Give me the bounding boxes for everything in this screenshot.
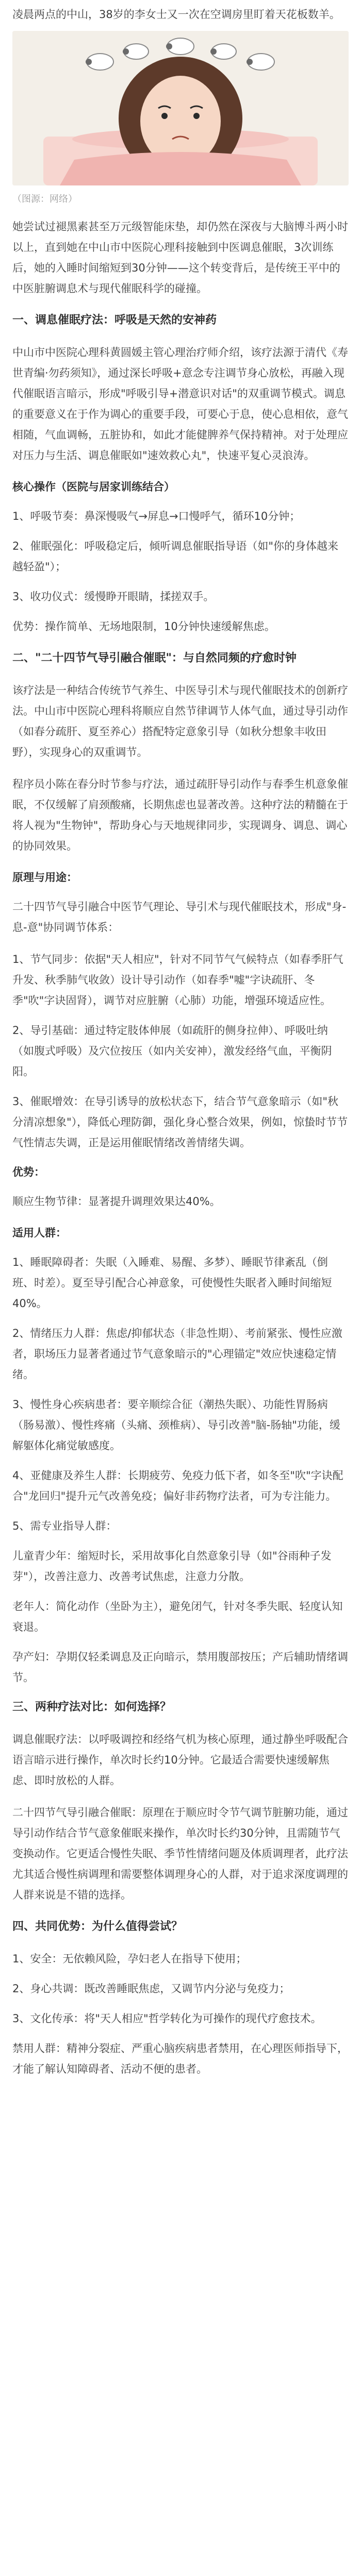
subsection-title: 原理与用途： bbox=[12, 871, 77, 884]
list-item: 2、导引基础：通过特定肢体伸展（如疏肝的侧身拉伸）、呼吸吐纳（如腹式呼吸）及穴位按压（如内关安神），激发经络气血，平衡阴阳。 bbox=[12, 1024, 332, 1078]
paragraph: 二十四节气导引融合催眠：原理在于顺应时令节气调节脏腑功能，通过导引动作结合节气意象催眠来操作，单次时长约30分钟，且需随节气变换动作。它更适合慢性失眠、季节性情绪问题及体质调理者，此疗法尤其适合慢性病调理和需要整体调理身心的人群，对于追求深度调理的人群来说是不错的选择。 bbox=[12, 1806, 348, 1901]
subsection-title: 核心操作（医院与居家训练结合） bbox=[12, 481, 175, 493]
subsection-title: 适用人群： bbox=[12, 1227, 67, 1239]
section-title: 二、"二十四节气导引融合催眠"：与自然同频的疗愈时钟 bbox=[12, 652, 297, 665]
list-item: 2、催眠强化：呼吸稳定后，倾听调息催眠指导语（如"你的身体越来越轻盈"）； bbox=[12, 540, 339, 573]
paragraph: 调息催眠疗法：以呼吸调控和经络气机为核心原理，通过静坐呼吸配合语言暗示进行操作，单次时长约10分钟。它最适合需要快速缓解焦虑、即时放松的人群。 bbox=[12, 1733, 348, 1787]
section-title: 三、两种疗法对比：如何选择？ bbox=[12, 1701, 172, 1714]
image-caption: （图源：网络） bbox=[12, 194, 77, 205]
list-item: 3、收功仪式：缓慢睁开眼睛，揉搓双手。 bbox=[12, 590, 215, 603]
list-item: 3、慢性身心疾病患者：要辛顺综合征（潮热失眠）、功能性胃肠病（肠易激）、慢性疼痛（头痛、颈椎病）、导引改善"脑-肠轴"功能，缓解躯体化痛觉敏感度。 bbox=[12, 1398, 340, 1452]
intro-text: 凌晨两点的中山，38岁的李女士又一次在空调房里盯着天花板数羊。 bbox=[12, 8, 340, 21]
list-item: 5、需专业指导人群： bbox=[12, 1520, 117, 1532]
list-item: 孕产妇：孕期仅轻柔调息及正向暗示，禁用腹部按压；产后辅助情绪调节。 bbox=[12, 1651, 348, 1684]
paragraph: 禁用人群：精神分裂症、严重心脑疾病患者禁用，在心理医师指导下，才能了解认知障碍者、活动不便的患者。 bbox=[12, 2042, 348, 2075]
list-item: 1、安全：无依赖风险，孕妇老人在指导下使用； bbox=[12, 1953, 247, 1965]
list-item: 2、情绪压力人群：焦虑/抑郁状态（非急性期）、考前紧张、慢性应激者，职场压力显著者通过节气意象暗示的"心理锚定"效应快速稳定情绪。 bbox=[12, 1327, 342, 1381]
list-item: 4、亚健康及养生人群：长期疲劳、免疫力低下者，如冬至"吹"字诀配合"龙回归"提升元气改善免疫；偏好非药物疗法者，可为专注能力。 bbox=[12, 1469, 343, 1502]
paragraph: 顺应生物节律：显著提升调理效果达40%。 bbox=[12, 1195, 221, 1208]
list-item: 1、节气同步：依据"天人相应"，针对不同节气气候特点（如春季肝气升发、秋季肺气收敛）设计导引动作（如春季"嘘"字诀疏肝、冬季"吹"字诀固肾），调节对应脏腑（心肺）功能，增强环境适应性。 bbox=[12, 953, 343, 1007]
paragraph: 该疗法是一种结合传统节气养生、中医导引术与现代催眠技术的创新疗法。中山市中医院心理科将顺应自然节律调节人体气血，通过导引动作（如春分疏肝、夏至养心）搭配特定意象引导（如秋分想象丰收田野），实现身心的双重调节。 bbox=[12, 684, 348, 758]
article bbox=[0, 4, 361, 2079]
list-item: 3、催眠增效：在导引诱导的放松状态下，结合节气意象暗示（如"秋分清凉想象"），降低心理防御，强化身心整合效果，例如，惊蛰时节节气性情志失调，正是运用催眠情绪改善情绪失调。 bbox=[12, 1095, 348, 1149]
list-item: 2、身心共调：既改善睡眠焦虑，又调节内分泌与免疫力； bbox=[12, 1982, 290, 1995]
list-item: 3、文化传承：将"天人相应"哲学转化为可操作的现代疗愈技术。 bbox=[12, 2012, 322, 2025]
list-item: 儿童青少年：缩短时长，采用故事化自然意象引导（如"谷雨种子发芽"），改善注意力、改善考试焦虑，注意力分散。 bbox=[12, 1550, 332, 1583]
list-item: 1、睡眠障碍者：失眠（入睡难、易醒、多梦）、睡眠节律紊乱（倒班、时差）。夏至导引配合心神意象，可使慢性失眠者入睡时间缩短40%。 bbox=[12, 1256, 332, 1310]
paragraph: 优势：操作简单、无场地限制，10分钟快速缓解焦虑。 bbox=[12, 620, 275, 633]
paragraph: 二十四节气导引融合中医节气理论、导引术与现代催眠技术，形成"身-息-意"协同调节体系： bbox=[12, 901, 347, 934]
hero-illustration bbox=[12, 31, 349, 185]
subsection-title: 优势： bbox=[12, 1166, 45, 1178]
insomnia-woman-illustration bbox=[12, 31, 349, 185]
paragraph: 程序员小陈在春分时节参与疗法，通过疏肝导引动作与春季生机意象催眠，不仅缓解了肩颈酸痛，长期焦虑也显著改善。这种疗法的精髓在于将人视为"生物钟"，帮助身心与天地规律同步，实现调身、调息、调心的协同效果。 bbox=[12, 778, 348, 852]
section-title: 一、调息催眠疗法：呼吸是天然的安神药 bbox=[12, 314, 217, 327]
paragraph: 中山市中医院心理科黄圆媛主管心理治疗师介绍，该疗法源于清代《寿世青编·勿药须知》，通过深长呼吸+意念专注调节身心放松，再融入现代催眠语言暗示，形成"呼吸引导+潜意识对话"的双重调节模式。调息的重要意义在于作为调心的重要手段，可要心于息，使心息相依，意气相随，气血调畅，五脏协和，如此才能健脾养气保持精神。对于处理应对压力与生活、调息催眠如"速效救心丸"，快速平复心灵浪涛。 bbox=[12, 346, 348, 462]
section-title: 四、共同优势：为什么值得尝试？ bbox=[12, 1920, 183, 1933]
list-item: 老年人：简化动作（坐卧为主），避免闭气，针对冬季失眠、轻度认知衰退。 bbox=[12, 1600, 343, 1633]
paragraph: 她尝试过褪黑素甚至万元级智能床垫，却仍然在深夜与大脑博斗两小时以上，直到她在中山市中医院心理科接触到中医调息催眠，3次训练后，她的入睡时间缩短到30分钟——这个转变背后，是传统王平中的中医脏腑调息术与现代催眠科学的碰撞。 bbox=[12, 221, 348, 295]
list-item: 1、呼吸节奏：鼻深慢吸气→屏息→口慢呼气，循环10分钟； bbox=[12, 510, 301, 522]
